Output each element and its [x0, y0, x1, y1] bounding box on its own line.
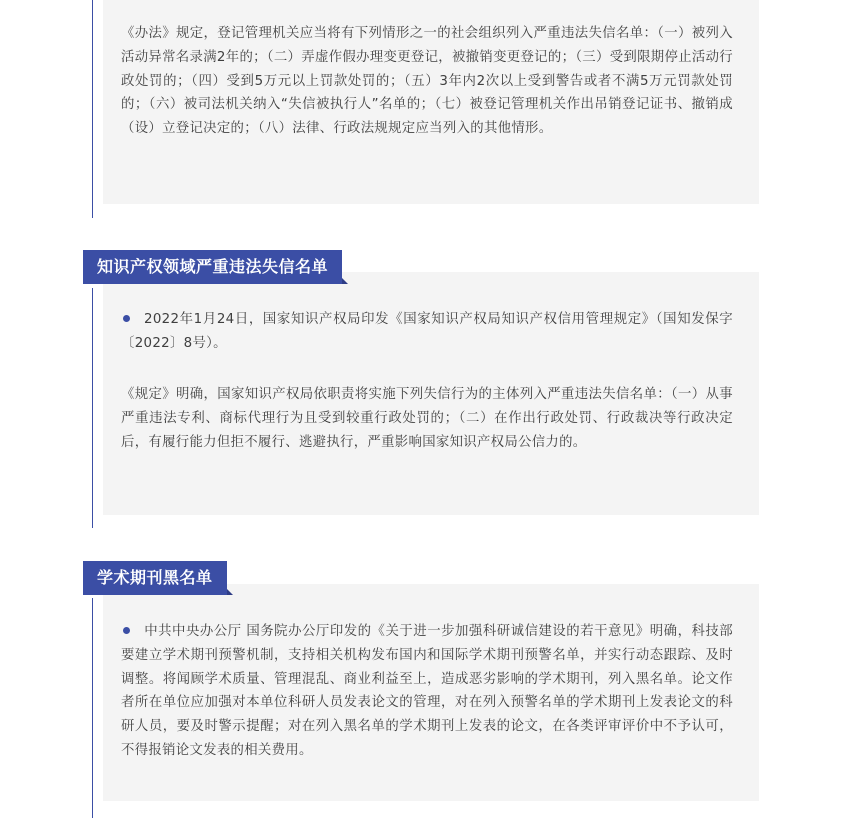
section1-paragraph: 《办法》规定，登记管理机关应当将有下列情形之一的社会组织列入严重违法失信名单：（一）被列入活动异常名录满2年的；（二）弄虚作假办理变更登记，被撤销变更登记的；（三）受到限期停止活动行政处罚的；（四）受到5万元以上罚款处罚的；（五）3年内2次以上受到警告或者不满5万元罚款处罚的；（六）被司法机关纳入“失信被执行人”名单的；（七）被登记管理机关作出吊销登记证书、撤销成（设）立登记决定的；（八）法律、行政法规规定应当列入的其他情形。: [121, 26, 733, 137]
section2-title-text: 知识产权领域严重违法失信名单: [97, 257, 329, 276]
section3-title: [83, 561, 227, 595]
section3-left-rule: [92, 598, 93, 818]
bullet-dot-icon: [123, 315, 130, 322]
section2-left-rule: [92, 288, 93, 528]
section2-title: [83, 250, 342, 284]
section2-bullet-text: 2022年1月24日，国家知识产权局印发《国家知识产权局知识产权信用管理规定》（国知发保字〔2022〕8号）。: [121, 312, 733, 351]
section1-left-rule: [92, 0, 93, 218]
section3-title-text: 学术期刊黑名单: [97, 568, 213, 587]
section2-paragraph: 《规定》明确，国家知识产权局依职责将实施下列失信行为的主体列入严重违法失信名单：（一）从事严重违法专利、商标代理行为且受到较重行政处罚的；（二）在作出行政处罚、行政裁决等行政决定后，有履行能力但拒不履行、逃避执行，严重影响国家知识产权局公信力的。: [121, 387, 733, 450]
section3-bullet-text: 中共中央办公厅 国务院办公厅印发的《关于进一步加强科研诚信建设的若干意见》明确，科技部要建立学术期刊预警机制，支持相关机构发布国内和国际学术期刊预警名单，并实行动态跟踪、及时调整。将闻顾学术质量、管理混乱、商业利益至上，造成恶劣影响的学术期刊，列入黑名单。论文作者所在单位应加强对本单位科研人员发表论文的管理，对在列入预警名单的学术期刊上发表论文的科研人员，要及时警示提醒；对在列入黑名单的学术期刊上发表的论文，在各类评审评价中不予认可，不得报销论文发表的相关费用。: [121, 624, 733, 758]
section2-bullet-item: [121, 308, 733, 356]
section3-bullet-item: [121, 620, 733, 763]
bullet-dot-icon: [123, 627, 130, 634]
